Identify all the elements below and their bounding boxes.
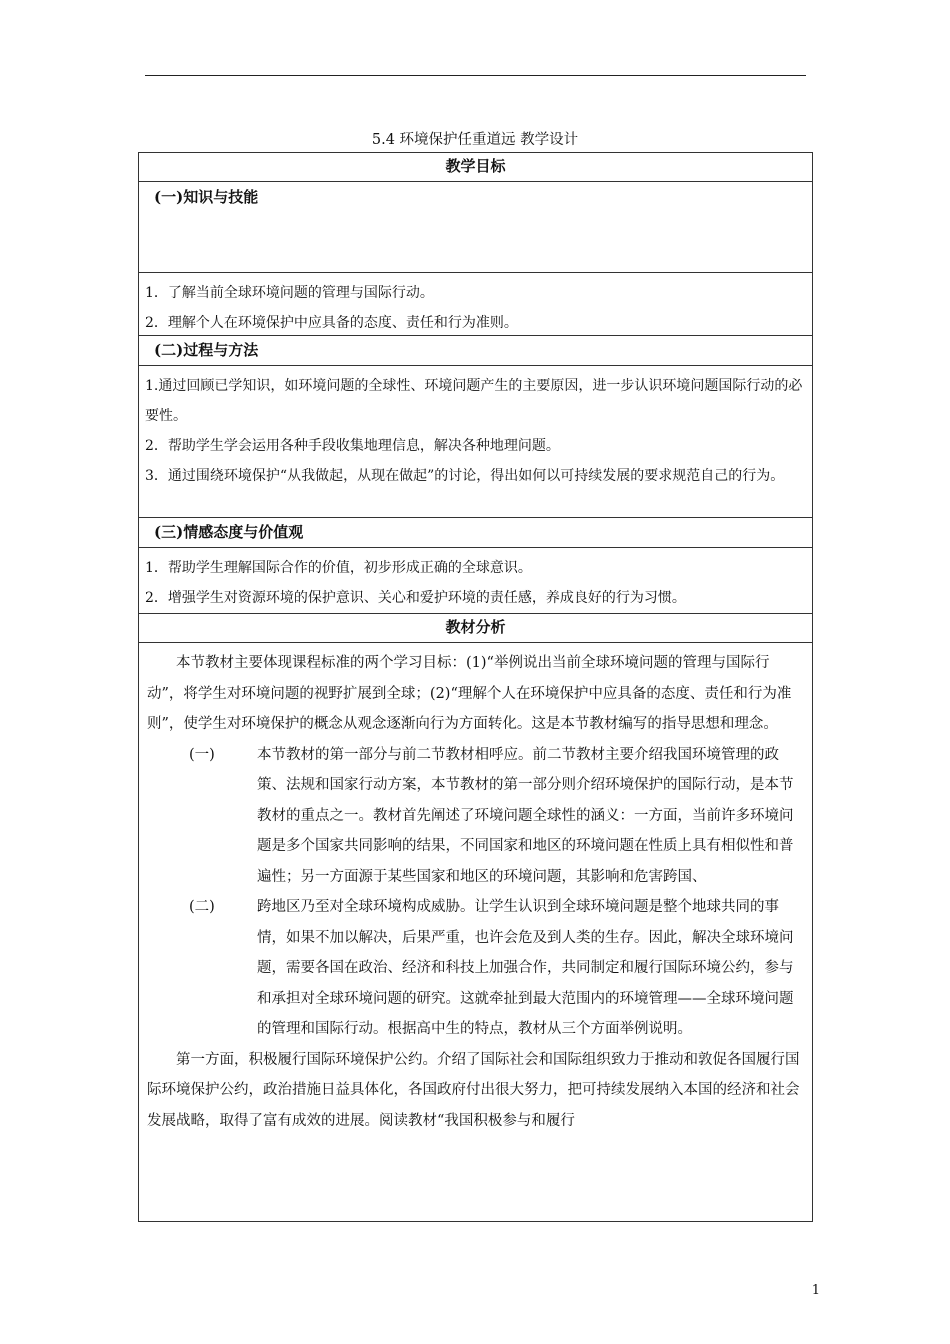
list-item: 1.通过回顾已学知识，如环境问题的全球性、环境问题产生的主要原因，进一步认识环境问题国际行动的必要性。 [145, 378, 803, 424]
header-rule [145, 75, 806, 76]
list-item: 1．帮助学生理解国际合作的价值，初步形成正确的全球意识。 [145, 560, 532, 576]
list-item: 2．增强学生对资源环境的保护意识、关心和爱护环境的责任感，养成良好的行为习惯。 [145, 590, 686, 606]
enum-item-1 [147, 740, 804, 893]
attitude-section-title: (三)情感态度与价值观 [139, 518, 812, 548]
list-item: 1．了解当前全球环境问题的管理与国际行动。 [145, 285, 434, 301]
knowledge-section-title: (一)知识与技能 [139, 182, 812, 273]
process-items [139, 366, 812, 518]
knowledge-items [139, 273, 812, 336]
document-title: 5.4 环境保护任重道远 教学设计 [371, 132, 579, 148]
page-number: 1 [811, 1283, 820, 1298]
analysis-closing: 第一方面，积极履行国际环境保护公约。介绍了国际社会和国际组织致力于推动和敦促各国履行国际环境保护公约，政治措施日益具体化，各国政府付出很大努力，把可持续发展纳入本国的经济和社会发展战略，取得了富有成效的进展。阅读教材“我国积极参与和履行 [147, 1051, 800, 1129]
process-section-title: (二)过程与方法 [139, 336, 812, 366]
enum-label: (一) [189, 746, 215, 763]
enum-text: 本节教材的第一部分与前二节教材相呼应。前二节教材主要介绍我国环境管理的政策、法规和国家行动方案，本节教材的第一部分则介绍环境保护的国际行动，是本节教材的重点之一。教材首先阐述了环境问题全球性的涵义：一方面，当前许多环境问题是多个国家共同影响的结果，不同国家和地区的环境问题在性质上具有相似性和普遍性；另一方面源于某些国家和地区的环境问题，其影响和危害跨国、 [257, 746, 794, 885]
analysis-body [139, 643, 812, 1221]
attitude-items [139, 548, 812, 614]
lesson-plan-table [138, 152, 813, 1222]
list-item: 2．理解个人在环境保护中应具备的态度、责任和行为准则。 [145, 315, 518, 331]
enum-label: (二) [189, 899, 215, 915]
analysis-intro: 本节教材主要体现课程标准的两个学习目标：(1)“举例说出当前全球环境问题的管理与国际行动”，将学生对环境问题的视野扩展到全球；(2)“理解个人在环境保护中应具备的态度、责任和行为准则”，使学生对环境保护的概念从观念逐渐向行为方面转化。这是本节教材编写的指导思想和理念。 [147, 655, 792, 732]
enum-item-2 [147, 892, 804, 1045]
list-item: 3．通过围绕环境保护“从我做起，从现在做起”的讨论，得出如何以可持续发展的要求规范自己的行为。 [145, 468, 785, 484]
analysis-heading: 教材分析 [139, 614, 812, 643]
list-item: 2．帮助学生学会运用各种手段收集地理信息，解决各种地理问题。 [145, 438, 560, 454]
objectives-heading: 教学目标 [139, 153, 812, 182]
enum-text: 跨地区乃至对全球环境构成威胁。让学生认识到全球环境问题是整个地球共同的事情，如果不加以解决，后果严重，也许会危及到人类的生存。因此，解决全球环境问题，需要各国在政治、经济和科技上加强合作，共同制定和履行国际环境公约，参与和承担对全球环境问题的研究。这就牵扯到最大范围内的环境管理——全球环境问题的管理和国际行动。根据高中生的特点，教材从三个方面举例说明。 [257, 899, 794, 1037]
